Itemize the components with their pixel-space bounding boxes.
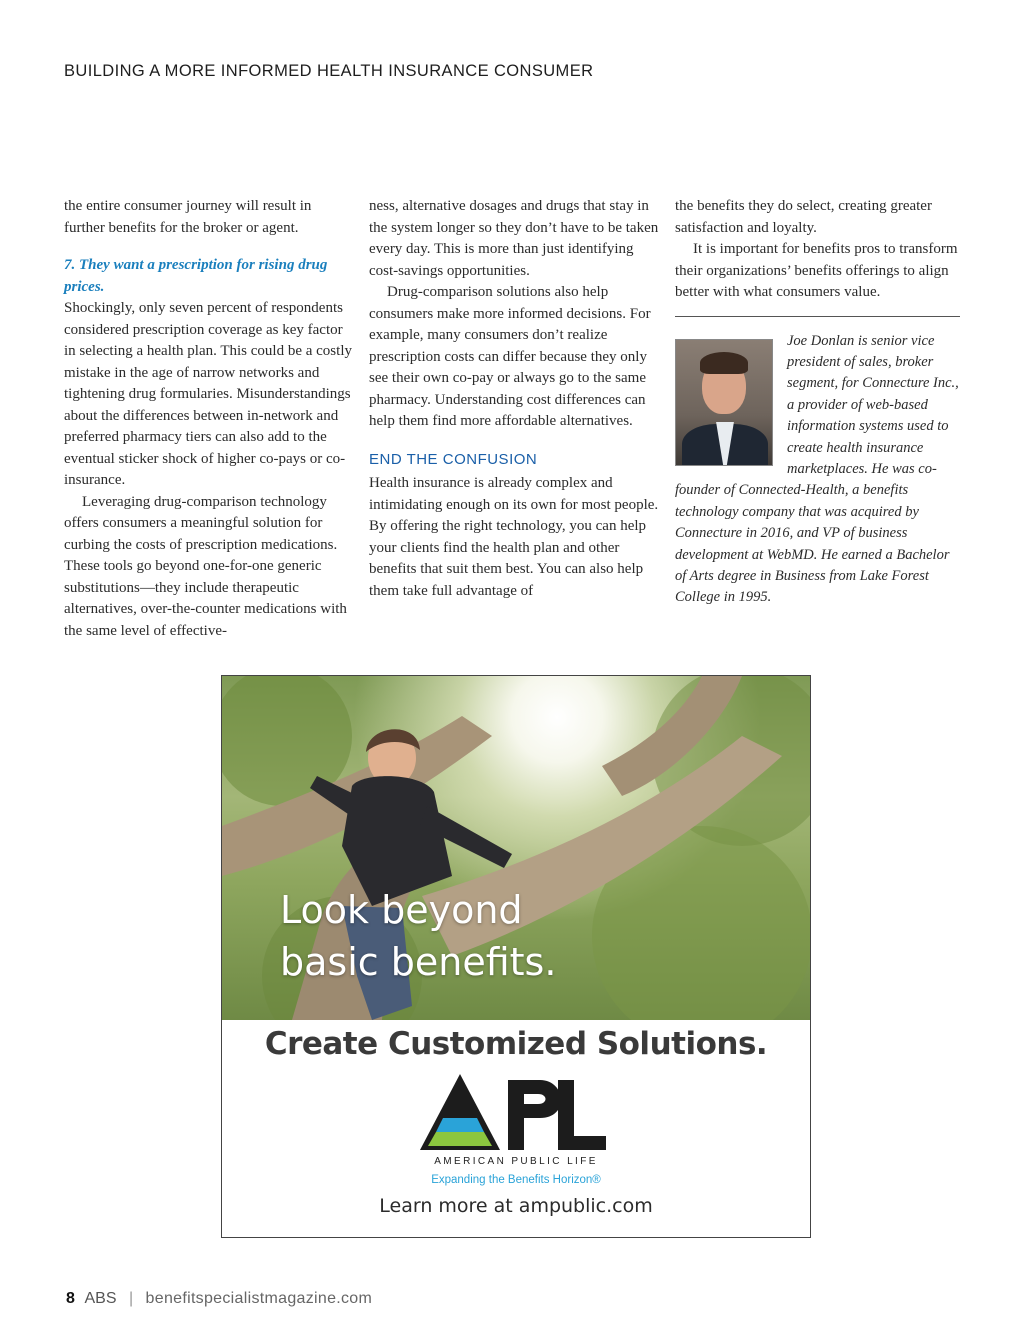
author-bio — [675, 331, 960, 609]
paragraph: Health insurance is already complex and intimidating enough on its own for most people. By offering the right technology, you can help your clients find the health plan and other benefits that suit them best. You can also help them take full advantage of — [369, 475, 659, 599]
page-footer — [66, 1290, 372, 1308]
footer-separator: | — [128, 1290, 134, 1307]
page-number: 8 — [66, 1290, 75, 1307]
apl-slogan: Expanding the Benefits Horizon® — [431, 1174, 601, 1186]
publication-name: ABS — [84, 1290, 117, 1307]
apl-advertisement[interactable] — [221, 675, 811, 1238]
ad-photo-boy-in-tree — [222, 676, 810, 1020]
paragraph: the entire consumer journey will result in further benefits for the broker or agent. — [64, 198, 312, 236]
paragraph: Leveraging drug-comparison technology offers consumers a meaningful solution for curbing the costs of prescription medications. These tools go beyond one-for-one generic substitutions—they include therapeutic alternatives, over-the-counter medications with the same level of effective- — [64, 493, 347, 639]
article-column-2 — [369, 196, 659, 602]
paragraph: Drug-comparison solutions also help consumers make more informed decisions. For example, many consumers don’t realize prescription costs can differ because they only see their own co-pay or always go to the same pharmacy. Understanding cost differences can help them find more affordable alternatives. — [369, 284, 651, 429]
paragraph: ness, alternative dosages and drugs that stay in the system longer so they don’t have to be taken every day. This is more than just identifying cost-savings opportunities. — [369, 198, 659, 279]
apl-website-link[interactable]: Learn more at ampublic.com — [379, 1195, 653, 1217]
website-link[interactable]: benefitspecialistmagazine.com — [145, 1290, 373, 1307]
divider — [675, 316, 960, 317]
article-column-3 — [675, 196, 960, 609]
ad-headline-line1: Look beyond — [280, 888, 523, 932]
page-header: BUILDING A MORE INFORMED HEALTH INSURANCE CONSUMER — [64, 62, 594, 80]
author-bio-text: Joe Donlan is senior vice president of sales, broker segment, for Connecture Inc., a provider of web-based information systems used to create health insurance marketplaces. He was co-founder of Connected-Health, a benefits technology company that was acquired by Connecture in 2016, and VP of business development at WebMD. He earned a Bachelor of Arts degree in Business from Lake Forest College in 1995. — [675, 332, 959, 606]
ad-headline — [280, 884, 556, 988]
ad-headline-line2: basic benefits. — [280, 940, 557, 984]
ad-tagline: Create Customized Solutions. — [264, 1026, 768, 1062]
subheading: 7. They want a prescription for rising drug prices. — [64, 257, 328, 295]
paragraph: Shockingly, only seven percent of respondents considered prescription coverage as key factor in selecting a health plan. This could be a costly mistake in the age of narrow networks and tightening drug formularies. Misunderstandings about the differences between in-network and preferred pharmacy tiers can also add to the eventual sticker shock of higher co-pays or co-insurance. — [64, 300, 352, 488]
paragraph: the benefits they do select, creating greater satisfaction and loyalty. — [675, 198, 932, 236]
apl-company-name: AMERICAN PUBLIC LIFE — [434, 1156, 598, 1167]
paragraph: It is important for benefits pros to transform their organizations’ benefits offerings to align better with what consumers value. — [675, 241, 958, 300]
author-photo — [675, 339, 773, 466]
section-heading: END THE CONFUSION — [369, 450, 538, 468]
apl-logo — [420, 1074, 612, 1154]
article-column-1 — [64, 196, 354, 642]
